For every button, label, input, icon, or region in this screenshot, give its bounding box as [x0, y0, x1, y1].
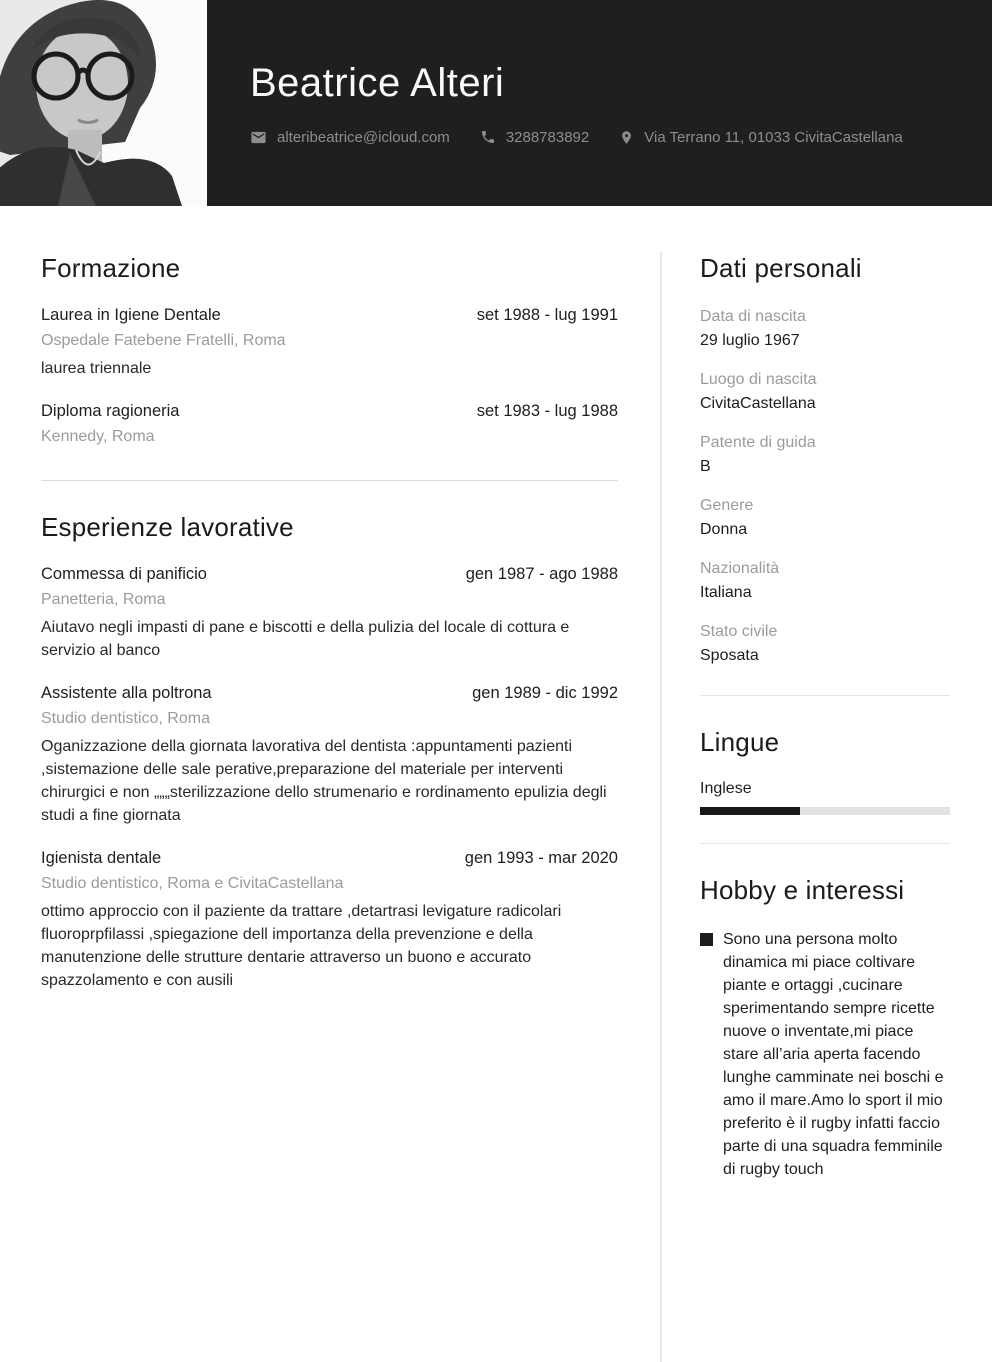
section-divider: [700, 695, 950, 696]
field-label: Genere: [700, 497, 754, 514]
entry-description: Aiutavo negli impasti di pane e biscotti e della pulizia del locale di cottura e servizio al banco: [41, 619, 570, 659]
entry-dates: gen 1989 - dic 1992: [472, 684, 618, 702]
hobby-item: [700, 928, 950, 1181]
contact-email: [250, 129, 450, 146]
languages-section-title: Lingue: [700, 727, 780, 757]
personal-field: [700, 621, 950, 667]
personal-field: [700, 306, 950, 352]
person-name: Beatrice Alteri: [250, 60, 505, 105]
profile-photo-image: [0, 0, 207, 206]
experience-entry: [41, 684, 618, 827]
entry-description: laurea triennale: [41, 360, 152, 377]
entry-title: Diploma ragioneria: [41, 402, 180, 420]
personal-field: [700, 432, 950, 478]
left-column: [41, 252, 618, 1362]
section-divider: [700, 843, 950, 844]
field-value: Donna: [700, 521, 748, 538]
entry-title: Igienista dentale: [41, 849, 162, 867]
main-content: [0, 206, 992, 1362]
education-entry: [41, 306, 618, 380]
hobbies-section-title: Hobby e interessi: [700, 875, 905, 905]
experience-section-title: Esperienze lavorative: [41, 512, 294, 542]
contact-address: [619, 129, 903, 146]
column-divider: [660, 252, 662, 1362]
education-entry: [41, 402, 618, 448]
entry-subtitle: Studio dentistico, Roma: [41, 710, 210, 727]
entry-description: Oganizzazione della giornata lavorativa del dentista :appuntamenti pazienti ,sistemazione delle sale perative,preparazione del materiale per interventi chirurgici e non „„„sterilizzazione dello strumenario e rordinamento epulizia degli studi a fine giornata: [41, 738, 607, 824]
field-value: Sposata: [700, 647, 759, 664]
field-value: Italiana: [700, 584, 752, 601]
entry-dates: gen 1993 - mar 2020: [464, 849, 618, 867]
contact-email-text: alteribeatrice@icloud.com: [277, 128, 450, 146]
field-label: Stato civile: [700, 623, 778, 640]
personal-section-title: Dati personali: [700, 253, 862, 283]
entry-title: Laurea in Igiene Dentale: [41, 306, 221, 324]
field-label: Luogo di nascita: [700, 371, 817, 388]
language-level-track: [700, 807, 950, 815]
field-label: Patente di guida: [700, 434, 816, 451]
field-value: CivitaCastellana: [700, 395, 816, 412]
entry-head: [41, 565, 618, 584]
email-icon: [250, 129, 267, 146]
square-bullet-icon: [700, 933, 713, 946]
contact-phone-text: 3288783892: [505, 128, 590, 146]
entry-dates: gen 1987 - ago 1988: [465, 565, 618, 583]
section-divider: [41, 480, 618, 481]
field-value: 29 luglio 1967: [700, 332, 800, 349]
experience-entry: [41, 565, 618, 662]
entry-title: Commessa di panificio: [41, 565, 207, 583]
experience-entry: [41, 849, 618, 992]
entry-head: [41, 306, 618, 325]
profile-photo: [0, 0, 207, 206]
entry-head: [41, 684, 618, 703]
language-name: Inglese: [700, 780, 752, 797]
entry-title: Assistente alla poltrona: [41, 684, 212, 702]
entry-subtitle: Studio dentistico, Roma e CivitaCastellana: [41, 875, 344, 892]
entry-dates: set 1983 - lug 1988: [476, 402, 618, 420]
header-body: [207, 0, 992, 206]
personal-field: [700, 558, 950, 604]
entry-description: ottimo approccio con il paziente da trattare ,detartrasi levigature radicolari fluoroprpfilassi ,spiegazione dell importanza della prevenzione e della manutenzione delle strutture dentarie attraverso un buono e accurato spazzolamento e con ausili: [41, 903, 562, 989]
right-column: [700, 252, 950, 1362]
language-item: [700, 780, 950, 815]
entry-subtitle: Kennedy, Roma: [41, 428, 155, 445]
field-label: Data di nascita: [700, 308, 806, 325]
personal-field: [700, 369, 950, 415]
contact-address-text: Via Terrano 11, 01033 CivitaCastellana: [644, 128, 903, 146]
header: [0, 0, 992, 206]
entry-dates: set 1988 - lug 1991: [476, 306, 618, 324]
entry-subtitle: Ospedale Fatebene Fratelli, Roma: [41, 332, 286, 349]
hobby-text: Sono una persona molto dinamica mi piace coltivare piante e ortaggi ,cucinare sperimentando sempre ricette nuove o inventate,mi piace stare all’aria aperta facendo lunghe camminate nei boschi e amo il mare.Amo lo sport il mio preferito è il rugby infatti faccio parte di una squadra femminile di rugby touch: [723, 931, 944, 1178]
contact-row: [250, 129, 992, 146]
contact-phone: [480, 129, 589, 146]
entry-subtitle: Panetteria, Roma: [41, 591, 166, 608]
field-value: B: [700, 458, 711, 475]
personal-field: [700, 495, 950, 541]
education-section-title: Formazione: [41, 253, 181, 283]
field-label: Nazionalità: [700, 560, 780, 577]
phone-icon: [480, 129, 496, 145]
entry-head: [41, 849, 618, 868]
language-level-fill: [700, 807, 800, 815]
entry-head: [41, 402, 618, 421]
location-icon: [619, 129, 634, 146]
